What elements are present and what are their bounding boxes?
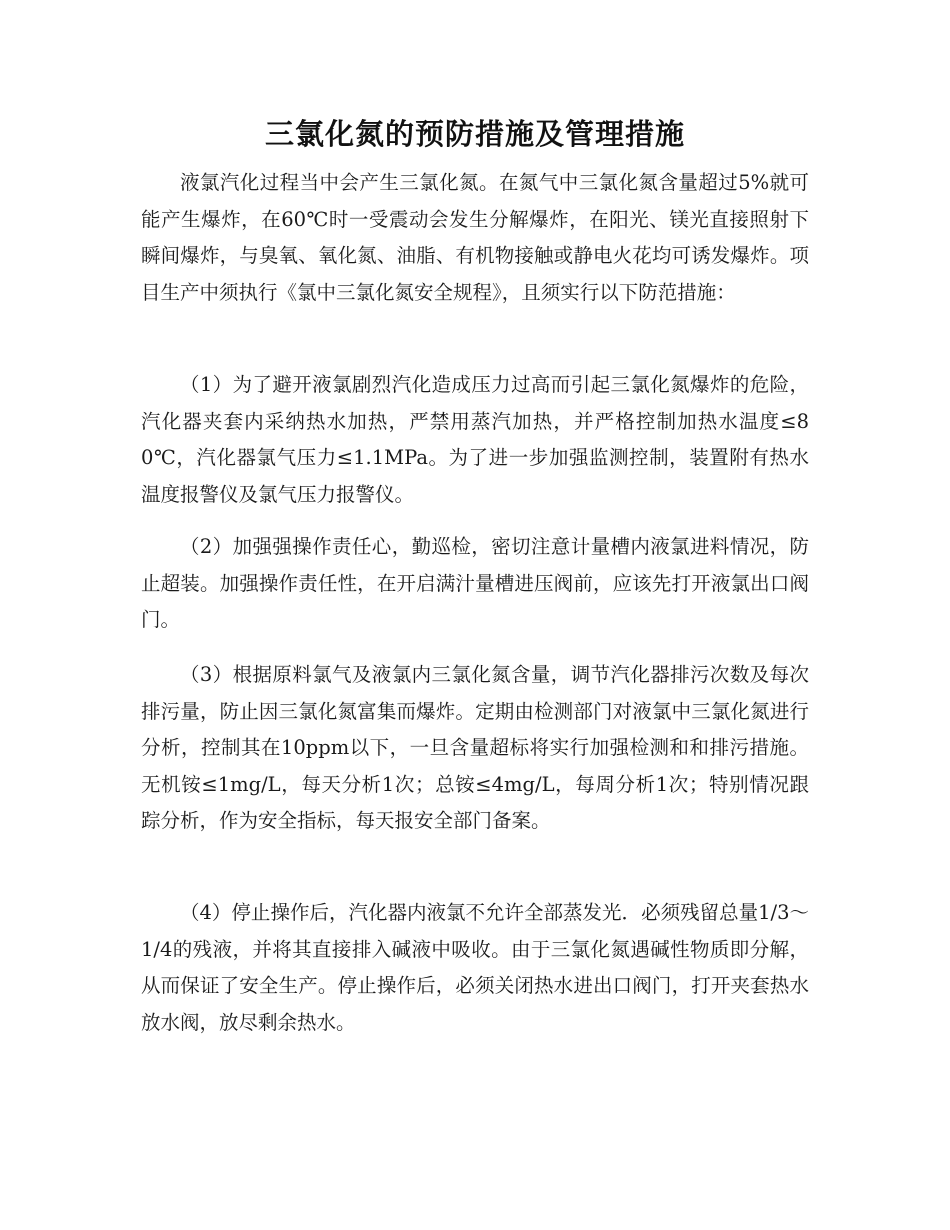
- paragraph-measure-2: （2）加强强操作责任心，勤巡检，密切注意计量槽内液氯进料情况，防止超装。加强操作责任性，在开启满汁量槽进压阀前，应该先打开液氯出口阀门。: [141, 535, 809, 631]
- document-title: 三氯化氮的预防措施及管理措施: [264, 117, 685, 151]
- paragraph-measure-3: （3）根据原料氯气及液氯内三氯化氮含量，调节汽化器排污次数及每次排污量，防止因三氯化氮富集而爆炸。定期由检测部门对液氯中三氯化氮进行分析，控制其在10ppm以下，一旦含量超标将实行加强检测和和排污措施。无机铵≤1mg/L，每天分析1次；总铵≤4mg/L，每周分析1次；特别情况跟踪分析，作为安全指标，每天报安全部门备案。: [141, 663, 809, 832]
- paragraph-intro: 液氯汽化过程当中会产生三氯化氮。在氮气中三氯化氮含量超过5%就可能产生爆炸，在60℃时一受震动会发生分解爆炸，在阳光、镁光直接照射下瞬间爆炸，与臭氧、氧化氮、油脂、有机物接触或静电火花均可诱发爆炸。项目生产中须执行《氯中三氯化氮安全规程》，且须实行以下防范措施：: [141, 171, 809, 304]
- paragraph-measure-4: （4）停止操作后，汽化器内液氯不允许全部蒸发光．必须残留总量1/3～1/4的残液，并将其直接排入碱液中吸收。由于三氯化氮遇碱性物质即分解，从而保证了安全生产。停止操作后，必须关闭热水进出口阀门，打开夹套热水放水阀，放尽剩余热水。: [141, 901, 809, 1034]
- paragraph-measure-1: （1）为了避开液氯剧烈汽化造成压力过高而引起三氯化氮爆炸的危险，汽化器夹套内采纳热水加热，严禁用蒸汽加热，并严格控制加热水温度≤80℃，汽化器氯气压力≤1.1MPa。为了进一步加强监测控制，装置附有热水温度报警仪及氯气压力报警仪。: [141, 373, 809, 506]
